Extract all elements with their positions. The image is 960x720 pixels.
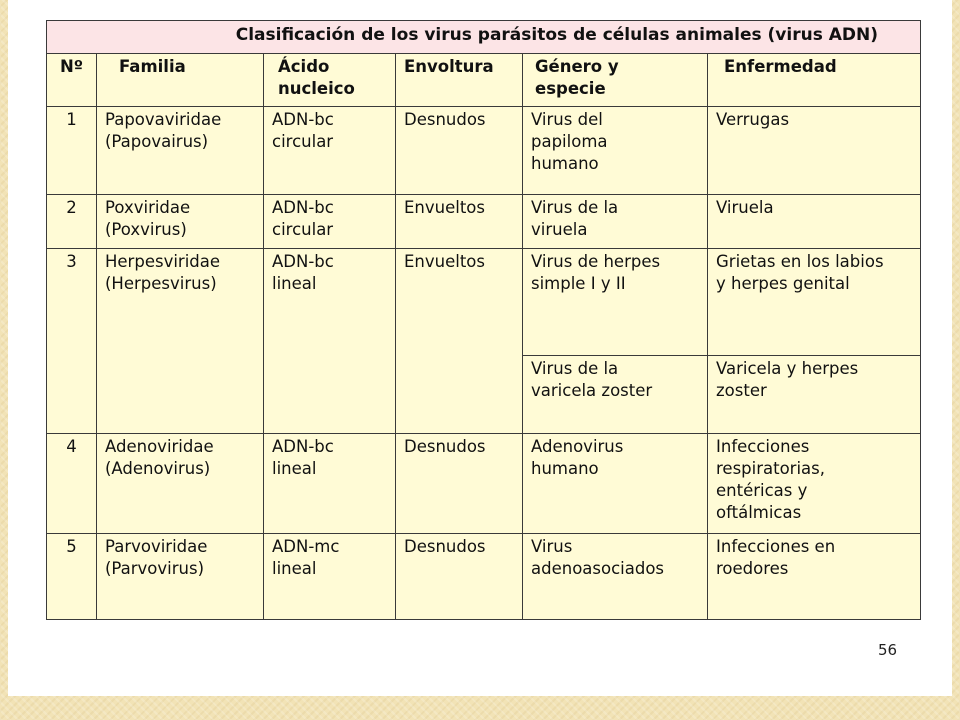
- cell-acido: ADN-mc lineal: [264, 534, 396, 620]
- cell-familia: Herpesviridae (Herpesvirus): [97, 249, 264, 434]
- cell-envoltura: Desnudos: [396, 434, 523, 534]
- table-row: [47, 249, 921, 356]
- slide: [8, 0, 952, 696]
- cell-especie: Virus del papiloma humano: [523, 107, 708, 195]
- virus-table: [46, 20, 921, 620]
- cell-enfermedad: Grietas en los labios y herpes genital: [708, 249, 921, 356]
- table-row: [47, 434, 921, 534]
- cell-familia: Poxviridae (Poxvirus): [97, 195, 264, 249]
- cell-num: 1: [47, 107, 97, 195]
- cell-num: 4: [47, 434, 97, 534]
- page-number: 56: [878, 641, 898, 659]
- cell-envoltura: Desnudos: [396, 107, 523, 195]
- cell-acido: ADN-bc circular: [264, 107, 396, 195]
- cell-enfermedad: Viruela: [708, 195, 921, 249]
- cell-enfermedad: Varicela y herpes zoster: [708, 356, 921, 434]
- cell-enfermedad: Verrugas: [708, 107, 921, 195]
- cell-envoltura: Envueltos: [396, 195, 523, 249]
- cell-familia: Parvoviridae (Parvovirus): [97, 534, 264, 620]
- cell-enfermedad: Infecciones en roedores: [708, 534, 921, 620]
- cell-especie: Virus de la varicela zoster: [523, 356, 708, 434]
- header-envoltura: Envoltura: [396, 54, 523, 107]
- header-acido: Ácido nucleico: [264, 54, 396, 107]
- cell-num: 5: [47, 534, 97, 620]
- cell-acido: ADN-bc lineal: [264, 434, 396, 534]
- table-row: [47, 107, 921, 195]
- cell-envoltura: Desnudos: [396, 534, 523, 620]
- cell-enfermedad: Infecciones respiratorias, entéricas y oftálmicas: [708, 434, 921, 534]
- header-row: [47, 54, 921, 107]
- table-row: [47, 195, 921, 249]
- cell-familia: Papovaviridae (Papovairus): [97, 107, 264, 195]
- cell-acido: ADN-bc circular: [264, 195, 396, 249]
- cell-num: 3: [47, 249, 97, 434]
- cell-envoltura: Envueltos: [396, 249, 523, 434]
- header-genero: Género y especie: [523, 54, 708, 107]
- header-familia: Familia: [97, 54, 264, 107]
- cell-especie: Virus de herpes simple I y II: [523, 249, 708, 356]
- cell-num: 2: [47, 195, 97, 249]
- cell-especie: Virus de la viruela: [523, 195, 708, 249]
- header-num: Nº: [47, 54, 97, 107]
- table-row: [47, 534, 921, 620]
- cell-especie: Adenovirus humano: [523, 434, 708, 534]
- cell-especie: Virus adenoasociados: [523, 534, 708, 620]
- table-title: Clasificación de los virus parásitos de células animales (virus ADN): [47, 21, 921, 54]
- header-enfermedad: Enfermedad: [708, 54, 921, 107]
- cell-acido: ADN-bc lineal: [264, 249, 396, 434]
- cell-familia: Adenoviridae (Adenovirus): [97, 434, 264, 534]
